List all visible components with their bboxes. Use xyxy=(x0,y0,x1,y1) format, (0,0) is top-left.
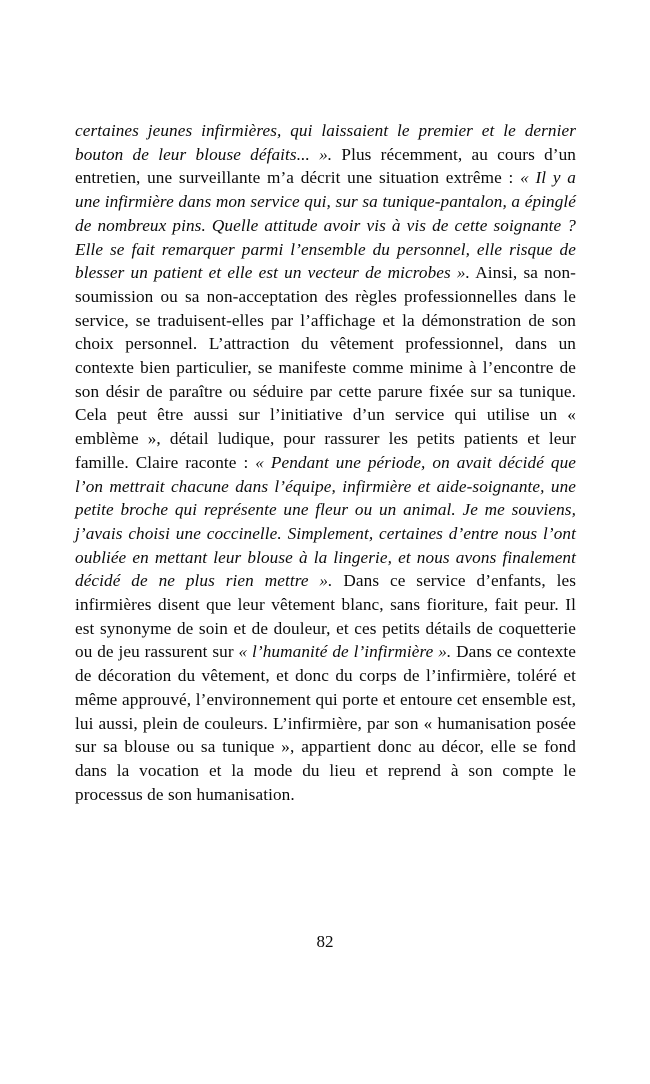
text-segment-italic: « l’humanité de l’infirmière ». xyxy=(238,642,452,662)
text-segment: Dans ce service d’enfants, les infirmières disent que leur vêtement blanc, sans fioriture, fait peur. Il est synonyme de soin et de douleur, et ces petits détails de coquetterie ou de jeu rassurent sur xyxy=(75,571,576,662)
text-segment-italic: « Pendant une période, on avait décidé que l’on mettrait chacune dans l’équipe, infirmière et aide-soignante, une petite broche qui représente une fleur ou un animal. Je me souviens, j’avais choisi une coccinelle. Simplement, certaines d’entre nous l’ont oubliée en mettant leur blouse à la lingerie, et nous avons finalement décidé de ne plus rien mettre ». xyxy=(75,452,577,591)
body-text xyxy=(75,119,576,806)
text-segment-italic: « Il y a une infirmière dans mon service qui, sur sa tunique-pantalon, a épinglé de nombreux pins. Quelle attitude avoir vis à vis de cette soignante ? Elle se fait remarquer parmi l’ensemble du personnel, elle risque de blesser un patient et elle est un vecteur de microbes ». xyxy=(75,168,577,283)
text-segment: Dans ce contexte de décoration du vêtement, et donc du corps de l’infirmière, toléré et même approuvé, l’environnement qui porte et entoure cet ensemble est, lui aussi, plein de couleurs. L’infirmière, par son « humanisation posée sur sa blouse ou sa tunique », appartient donc au décor, elle se fond dans la vocation et la mode du lieu et reprend à son compte le processus de son humanisation. xyxy=(75,642,577,804)
page-number: 82 xyxy=(316,932,334,951)
text-segment: Ainsi, sa non-soumission ou sa non-acceptation des règles professionnelles dans le service, se traduisent-elles par l’affichage et la démonstration de son choix personnel. L’attraction du vêtement professionnel, dans un contexte bien particulier, se manifeste comme minime à l’encontre de son désir de paraître ou séduire par cette parure fixée sur sa tunique. Cela peut être aussi sur l’initiative d’un service qui utilise un « emblème », détail ludique, pour rassurer les petits patients et leur famille. Claire raconte : xyxy=(75,263,577,472)
text-segment: Plus récemment, au cours d’un entretien, une surveillante m’a décrit une situation extrême : xyxy=(75,144,577,188)
text-segment-italic: certaines jeunes infirmières, qui laissaient le premier et le dernier bouton de leur blouse défaits... ». xyxy=(75,121,576,164)
